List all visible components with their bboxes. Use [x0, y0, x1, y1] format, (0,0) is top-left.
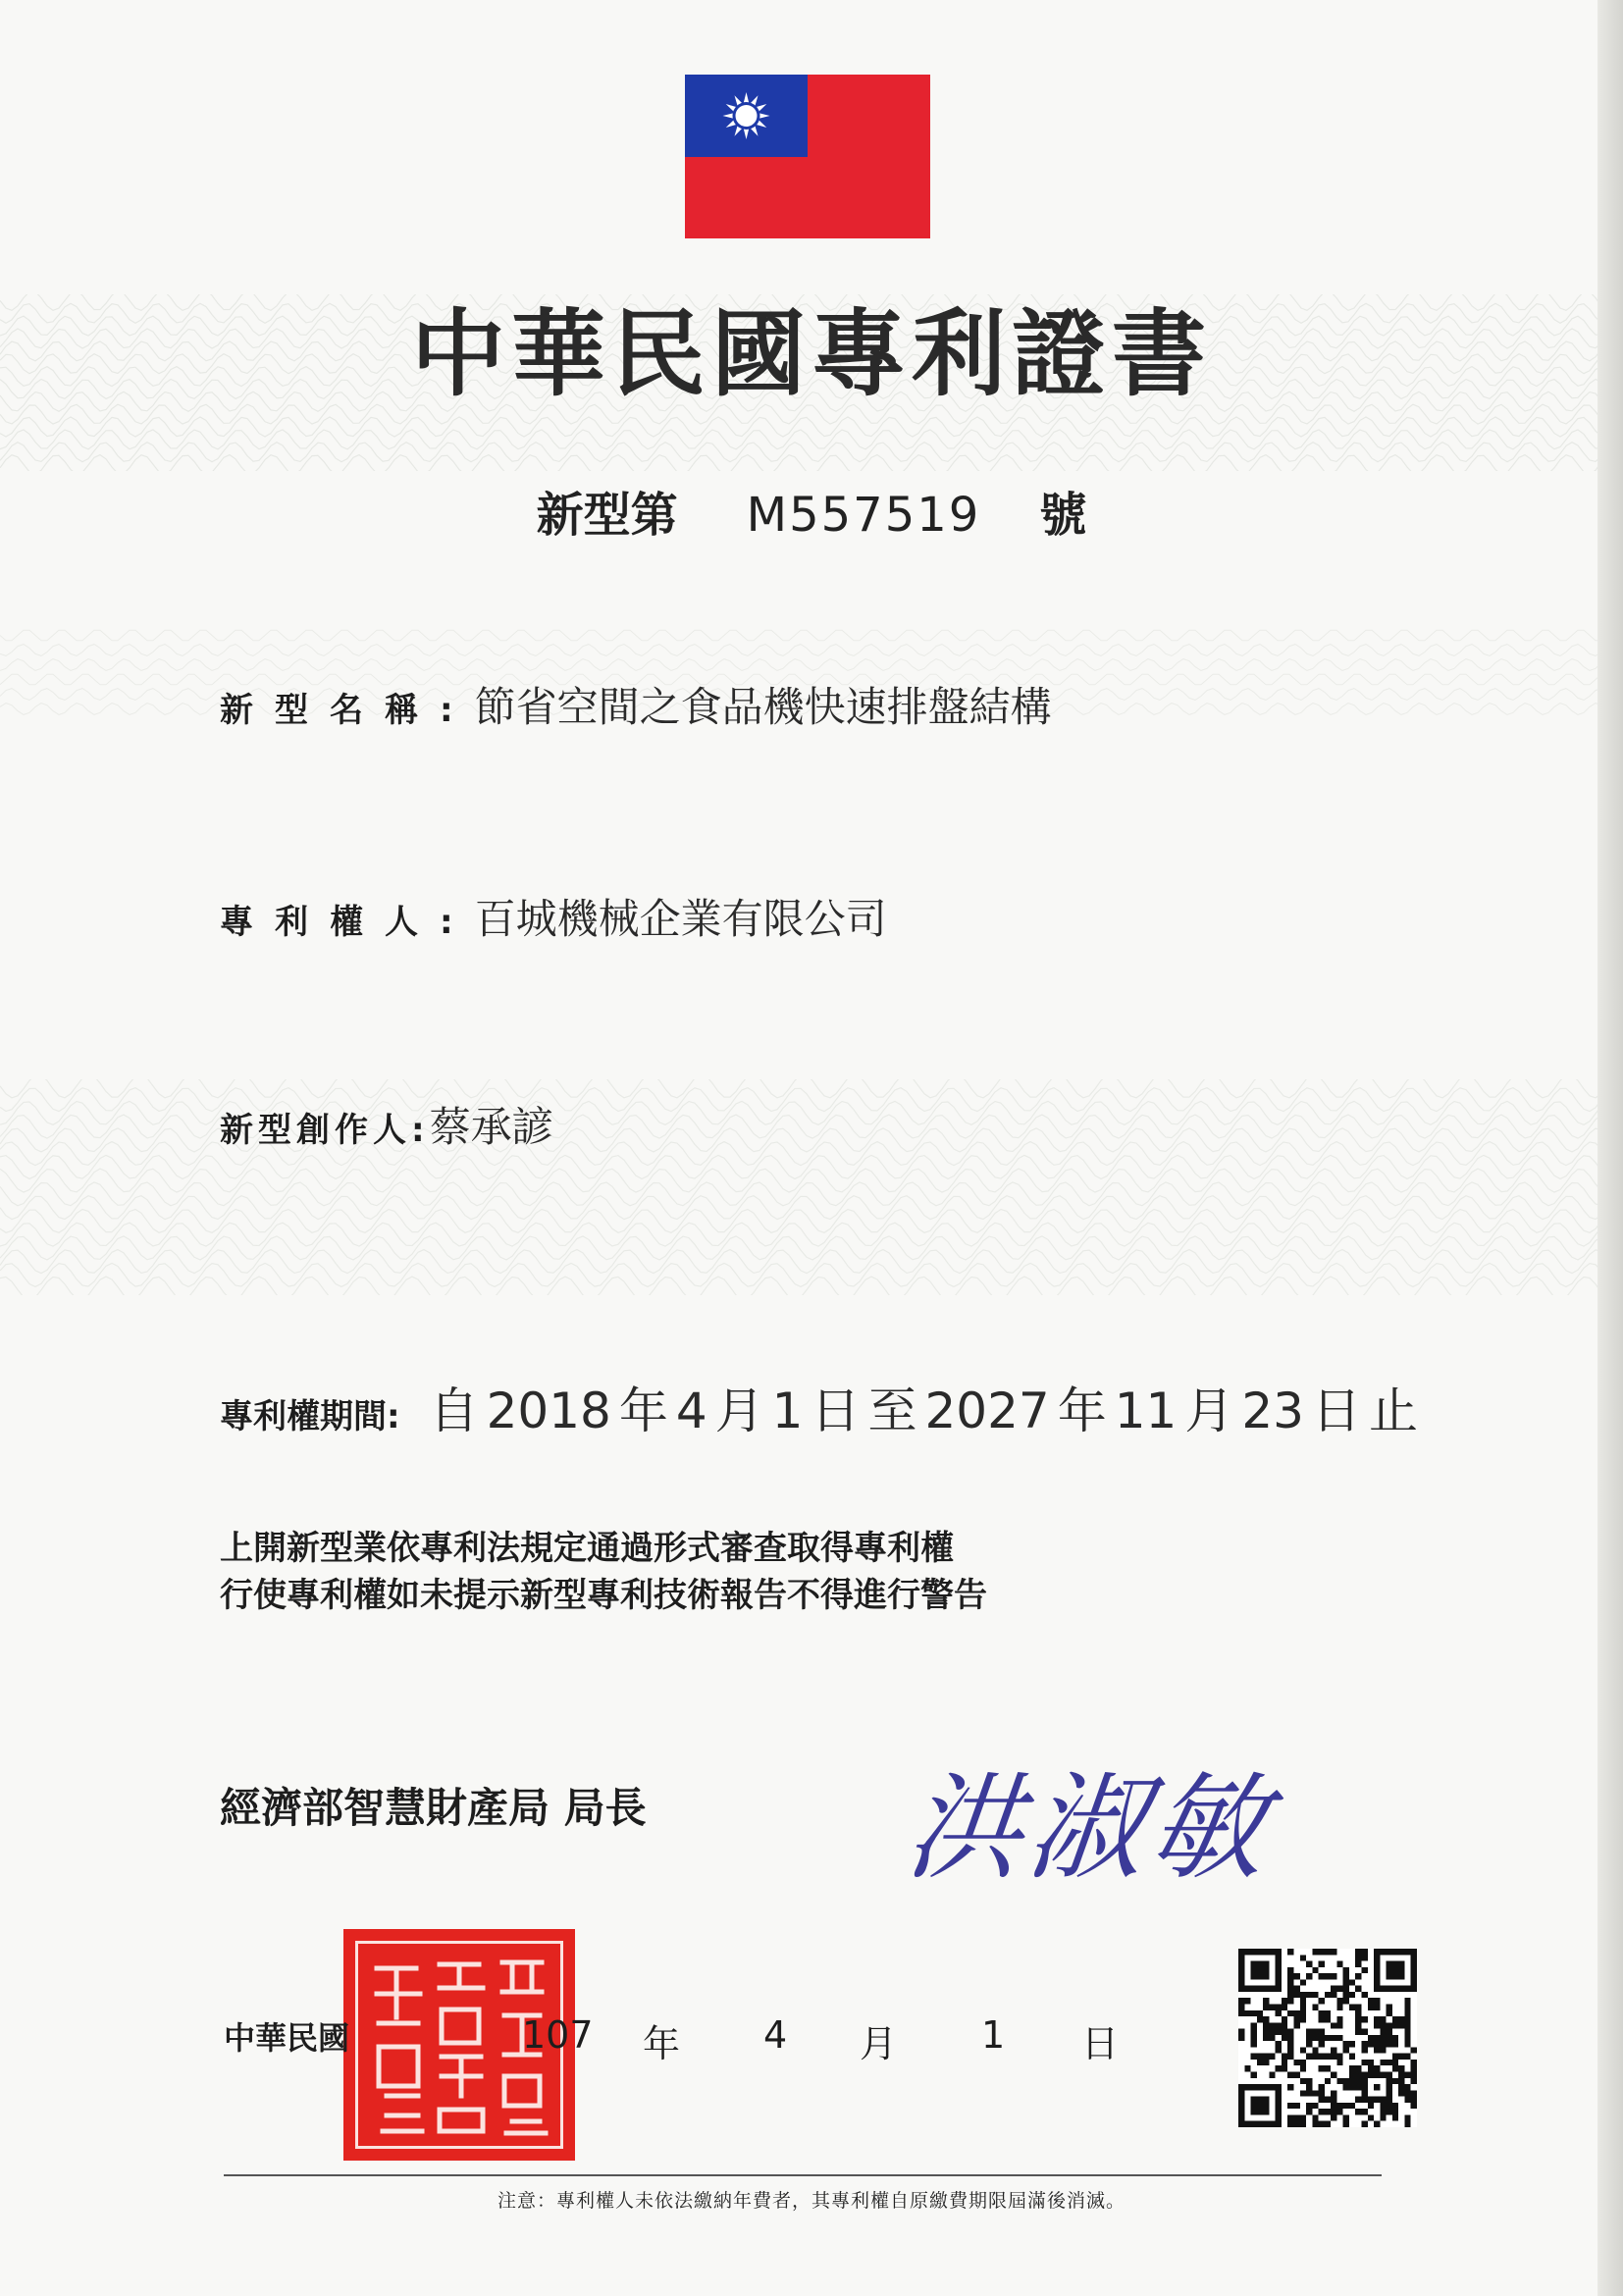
- issue-day-char: 日: [1081, 2022, 1120, 2065]
- term-day-char: 日: [811, 1383, 861, 1439]
- director-title: 經濟部智慧財產局 局長: [220, 1784, 647, 1832]
- issue-month: 4: [763, 2013, 788, 2057]
- notice-line-1: 上開新型業依專利法規定通過形式審查取得專利權: [220, 1529, 954, 1568]
- utility-model-name-row: [220, 675, 1052, 734]
- patentee-value: 百城機械企業有限公司: [474, 895, 887, 943]
- term-end-day-char: 日: [1311, 1383, 1361, 1439]
- creator-value: 蔡承諺: [429, 1103, 553, 1151]
- term-end-year-char: 年: [1057, 1383, 1107, 1439]
- number-prefix: 新型第: [536, 488, 678, 543]
- white-sun-icon: [685, 75, 808, 157]
- notice-line-2: 行使專利權如未提示新型專利技術報告不得進行警告: [220, 1576, 987, 1615]
- utility-model-name-value: 節省空間之食品機快速排盤結構: [474, 683, 1052, 731]
- term-year-char: 年: [618, 1383, 668, 1439]
- term-end-month: 11: [1114, 1383, 1178, 1439]
- issue-day: 1: [981, 2013, 1006, 2057]
- flag-canton: [685, 75, 808, 157]
- term-from: 自: [429, 1383, 479, 1439]
- footer-notice: 注意：專利權人未依法繳納年費者，其專利權自原繳費期限屆滿後消滅。: [497, 2190, 1126, 2212]
- term-end-year: 2027: [924, 1383, 1050, 1439]
- term-end-day: 23: [1241, 1383, 1304, 1439]
- director-signature: 洪淑敏: [899, 1760, 1280, 1896]
- footer-rule: [224, 2174, 1382, 2176]
- issue-month-char: 月: [860, 2022, 898, 2065]
- term-start-day: 1: [771, 1383, 804, 1439]
- number-suffix: 號: [1039, 488, 1087, 543]
- qr-code-matrix: [1238, 1949, 1417, 2127]
- issue-year-char: 年: [643, 2022, 681, 2065]
- roc-flag-icon: [685, 75, 930, 238]
- term-start-month: 4: [675, 1383, 707, 1439]
- patent-number: M557519: [746, 488, 981, 543]
- qr-code: [1238, 1949, 1417, 2127]
- utility-model-name-label: 新型名稱:: [220, 691, 475, 730]
- creator-row: [220, 1095, 553, 1154]
- term-start-year: 2018: [486, 1383, 611, 1439]
- issue-era: 中華民國: [224, 2019, 350, 2057]
- term-end-suffix: 止: [1368, 1383, 1418, 1439]
- patent-term-row: [220, 1372, 1422, 1442]
- issue-year: 107: [522, 2013, 594, 2057]
- creator-label: 新型創作人:: [220, 1111, 430, 1150]
- patent-term-label: 專利權期間:: [220, 1397, 400, 1436]
- term-month-char: 月: [714, 1383, 764, 1439]
- patentee-label: 專利權人:: [220, 903, 475, 942]
- term-to: 至: [867, 1383, 917, 1439]
- certificate-number-row: [0, 477, 1623, 545]
- patentee-row: [220, 887, 887, 946]
- patent-term-value: [426, 1372, 1422, 1442]
- certificate-title: 中華民國專利證書: [411, 298, 1212, 409]
- term-end-month-char: 月: [1184, 1383, 1234, 1439]
